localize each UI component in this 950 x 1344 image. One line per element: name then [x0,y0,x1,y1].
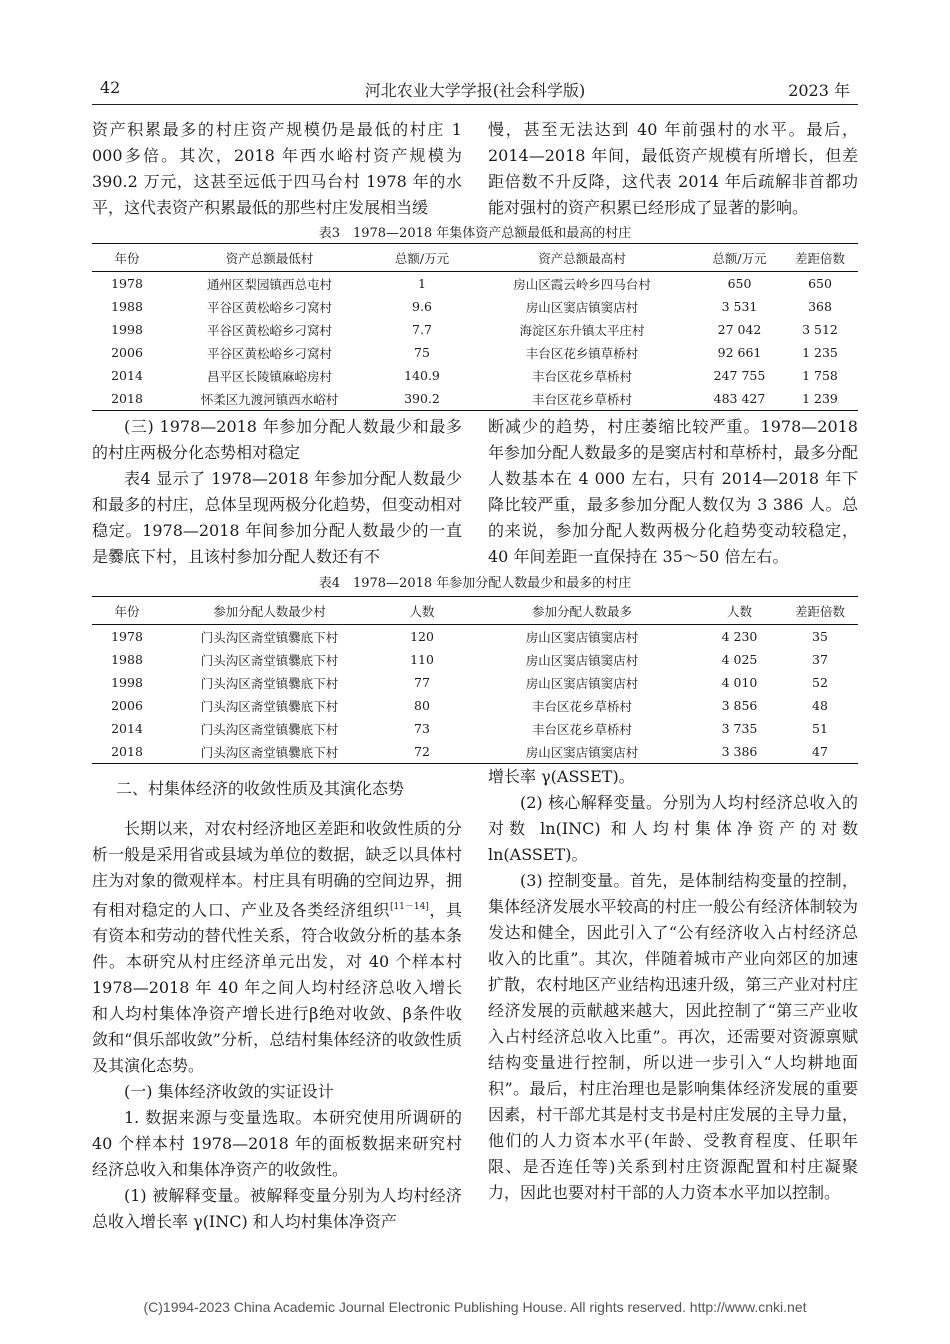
table-cell: 9.6 [412,299,432,314]
paragraph-text: 长期以来，对农村经济地区差距和收敛性质的分析一般是采用省或县域为单位的数据，缺乏以具体村庄为对象的微观样本。村庄具有明确的空间边界，拥有相对稳定的人口、产业及各类经济组织 [92,819,462,920]
table3 [92,243,858,411]
table-cell: 4 230 [721,629,758,644]
paragraph-text: ，具有资本和劳动的替代性关系，符合收敛分析的基本条件。本研究从村庄经济单元出发，对 40 个样本村 1978—2018 年 40 年之间人均村经济总收入增长和人均村集体净资产增长进行β绝对收敛、β条件收敛和“俱乐部收敛”分析，总结村集体经济的收敛性质及其演化态势。 [92,900,462,1076]
table-row [92,341,858,364]
paragraph: 增长率 γ(ASSET)。 [488,767,635,786]
table-header-cell: 年份 [92,597,162,625]
table-cell: 房山区窦店镇窦店村 [467,740,697,764]
table-cell: 75 [414,345,430,360]
table-header-row [92,244,858,272]
table-header-cell: 参加分配人数最多 [467,597,697,625]
table-cell: 怀柔区九渡河镇西水峪村 [162,387,377,411]
paragraph [92,816,462,1079]
table-cell: 110 [410,652,434,667]
table-cell: 37 [812,652,828,667]
table-cell: 1988 [111,299,143,314]
table-header-cell: 人数 [377,597,467,625]
copyright-footer: (C)1994-2023 China Academic Journal Electronic Publishing House. All rights reserved. http://www.cnki.net [143,1299,807,1315]
table-cell: 丰台区花乡草桥村 [531,698,632,714]
table-cell: 丰台区花乡草桥村 [531,368,632,384]
table-cell: 4 010 [721,675,758,690]
table-cell: 140.9 [404,368,440,383]
table-row [92,272,858,296]
table-header-cell: 资产总额最高村 [467,244,697,272]
table-cell: 平谷区黄松峪乡刁窝村 [206,345,332,361]
table-cell: 2014 [111,721,143,736]
table-cell: 72 [377,740,467,764]
table-cell: 昌平区长陵镇麻峪房村 [206,368,332,384]
table-cell: 2014 [111,368,143,383]
table-row [92,717,858,740]
subsection-heading: (三) 1978—2018 年参加分配人数最少和最多的村庄两极分化态势相对稳定 [92,417,462,462]
table-cell: 3 531 [721,299,758,314]
table-cell: 4 025 [721,652,758,667]
table-cell: 房山区窦店镇窦店村 [525,299,639,315]
table-row [92,671,858,694]
table-cell: 1978 [111,276,143,291]
table-cell: 通州区梨园镇西总屯村 [206,276,332,292]
table-cell: 2018 [92,740,162,764]
table-cell: 房山区窦店镇窦店村 [525,629,639,645]
table-row [92,625,858,649]
table-cell: 房山区窦店镇窦店村 [525,675,639,691]
table-cell: 3 386 [697,740,782,764]
table-row [92,387,858,411]
table-cell: 门头沟区斋堂镇爨底下村 [200,675,339,691]
table-cell: 门头沟区斋堂镇爨底下村 [200,629,339,645]
page-number: 42 [100,78,121,97]
table-cell: 平谷区黄松峪乡刁窝村 [206,299,332,315]
table-cell: 丰台区花乡草桥村 [467,387,697,411]
table-cell: 390.2 [377,387,467,411]
table-cell: 1 239 [782,387,858,411]
table-cell: 1998 [111,675,143,690]
table-cell: 2006 [111,698,143,713]
table-header-cell: 资产总额最低村 [162,244,377,272]
table-cell: 7.7 [412,322,432,337]
table-row [92,364,858,387]
table-cell: 2006 [111,345,143,360]
table-header-cell: 人数 [697,597,782,625]
table-row [92,648,858,671]
top-right-column [488,117,858,221]
table-cell: 3 735 [721,721,758,736]
table-cell: 77 [414,675,430,690]
table-cell: 平谷区黄松峪乡刁窝村 [206,322,332,338]
journal-year: 2023 年 [788,81,850,100]
table-row [92,740,858,764]
table-cell: 1988 [111,652,143,667]
table-cell: 门头沟区斋堂镇爨底下村 [200,721,339,737]
paragraph: (1) 被解释变量。被解释变量分别为人均村经济总收入增长率 γ(INC) 和人均村集体净资产 [92,1186,462,1232]
table-cell: 27 042 [717,322,762,337]
table-cell: 47 [782,740,858,764]
paragraph: (3) 控制变量。首先，是体制结构变量的控制，集体经济发展水平较高的村庄一般公有经济体制较为发达和健全，因此引入了“公有经济收入占村经济总收入的比重”。其次，伴随着城市产业向郊区的加速扩散，农村地区产业结构迅速升级，第三产业对村庄经济发展的贡献越来越大，因此控制了“第三产业收入占村经济总收入比重”。再次，还需要对资源禀赋结构变量进行控制，所以进一步引入“人均耕地面积”。最后，村庄治理也是影响集体经济发展的重要因素，村干部尤其是村支书是村庄发展的主导力量，他们的人力资本水平(年龄、受教育程度、任职年限、是否连任等)关系到村庄资源配置和村庄凝聚力，因此也要对村干部的人力资本水平加以控制。 [488,871,858,1202]
table-cell: 房山区窦店镇窦店村 [525,652,639,668]
paragraph: 资产积累最多的村庄资产规模仍是最低的村庄 1 000多倍。其次，2018 年西水峪村资产规模为 390.2 万元，这甚至远低于四马台村 1978 年的水平，这代表资产积累最低的那些村庄发展相当缓 [92,120,462,217]
table-row [92,694,858,717]
table-cell: 368 [808,299,832,314]
mid-right-column [488,414,858,570]
header-rule [92,104,858,105]
table-cell: 51 [812,721,828,736]
table-header-cell: 年份 [92,244,162,272]
table-header-cell: 总额/万元 [377,244,467,272]
citation: [11－14] [389,902,429,912]
table-cell: 门头沟区斋堂镇爨底下村 [162,740,377,764]
top-left-column [92,117,462,221]
table-cell: 房山区霞云岭乡四马台村 [513,276,651,292]
table-cell: 1 [418,276,426,291]
subsection-heading: (一) 集体经济收敛的实证设计 [124,1082,334,1102]
table-cell: 35 [812,629,828,644]
table-cell: 80 [414,698,430,713]
table-cell: 1998 [111,322,143,337]
table-cell: 48 [812,698,828,713]
paragraph: 断减少的趋势，村庄萎缩比较严重。1978—2018 年参加分配人数最多的是窦店村和草桥村，最多分配人数基本在 4 000 左右，只有 2014—2018 年下降比较严重，最多参加分配人数仅为 3 386 人。总的来说，参加分配人数两极分化趋势变动较稳定，40 年间差距一直保持在 35～50 倍左右。 [488,417,858,566]
paragraph: (2) 核心解释变量。分别为人均村经济总收入的对数 ln(INC) 和人均村集体净资产的对数 ln(ASSET)。 [488,793,858,864]
table-cell: 3 512 [802,322,838,337]
table-cell: 门头沟区斋堂镇爨底下村 [200,652,339,668]
table-header-cell: 差距倍数 [782,244,858,272]
table-cell: 73 [414,721,430,736]
table-header-row [92,597,858,625]
table-cell: 丰台区花乡草桥村 [531,721,632,737]
table-cell: 丰台区花乡镇草桥村 [525,345,639,361]
table-header-cell: 参加分配人数最少村 [162,597,377,625]
paragraph: 表4 显示了 1978—2018 年参加分配人数最少和最多的村庄，总体呈现两极分化趋势，但变动相对稳定。1978—2018 年间参加分配人数最少的一直是爨底下村，且该村参加分配人数还有不 [92,469,462,566]
section2-left-column [92,776,462,1235]
table-cell: 650 [727,276,752,291]
table-cell: 1 758 [802,368,838,383]
table-header-cell: 差距倍数 [782,597,858,625]
table-cell: 52 [812,675,828,690]
table3-caption: 表3 1978—2018 年集体资产总额最低和最高的村庄 [318,226,632,241]
table-cell: 1978 [111,629,143,644]
table-cell: 92 661 [717,345,762,360]
section2-right-column [488,764,858,1206]
table-header-cell: 总额/万元 [697,244,782,272]
table-cell: 1 235 [802,345,838,360]
table-cell: 海淀区东升镇太平庄村 [519,322,645,338]
table-cell: 650 [808,276,832,291]
table-cell: 247 755 [713,368,766,383]
table-cell: 483 427 [697,387,782,411]
table4-caption: 表4 1978—2018 年参加分配人数最少和最多的村庄 [318,576,632,591]
table-cell: 120 [410,629,434,644]
table-row [92,295,858,318]
section-heading: 二、村集体经济的收敛性质及其演化态势 [116,779,405,798]
table-cell: 2018 [92,387,162,411]
table-row [92,318,858,341]
table-cell: 门头沟区斋堂镇爨底下村 [200,698,339,714]
journal-title: 河北农业大学学报(社会科学版) [364,81,586,100]
table-cell: 3 856 [721,698,758,713]
paragraph: 慢，甚至无法达到 40 年前强村的水平。最后，2014—2018 年间，最低资产规模有所增长，但差距倍数不升反降，这代表 2014 年后疏解非首都功能对强村的资产积累已经形成了显著的影响。 [488,120,858,217]
table4 [92,596,858,764]
paragraph: 1. 数据来源与变量选取。本研究使用所调研的 40 个样本村 1978—2018 年的面板数据来研究村经济总收入和集体净资产的收敛性。 [92,1108,462,1180]
mid-left-column [92,414,462,570]
